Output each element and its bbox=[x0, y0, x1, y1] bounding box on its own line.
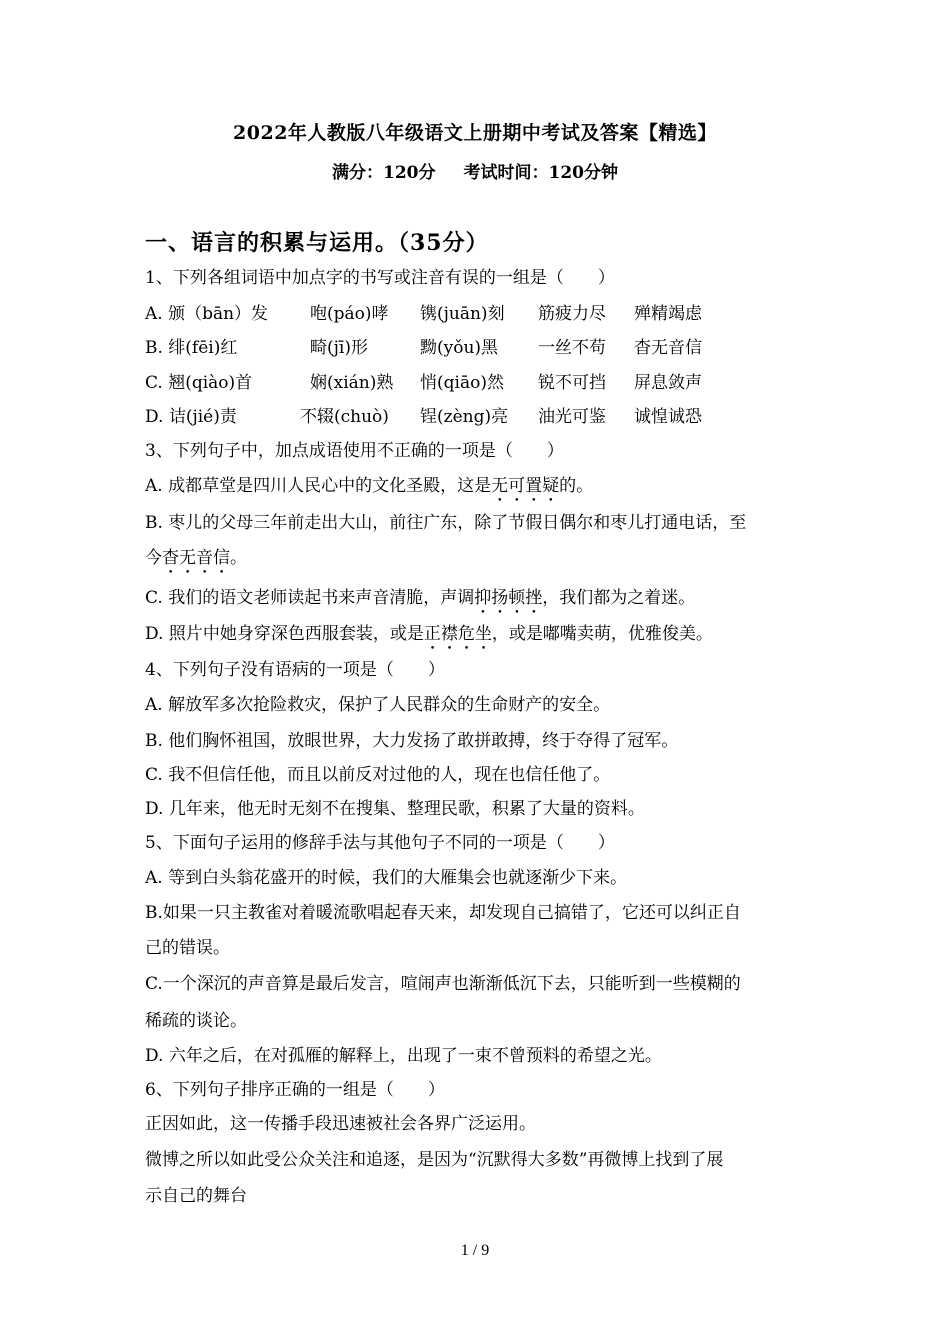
option-word: 屏息敛声 bbox=[634, 373, 702, 393]
text-run: A. 成都草堂是四川人民心中的文化圣殿，这是 bbox=[145, 476, 492, 496]
dotted-idiom: 杳无音信 bbox=[162, 548, 230, 568]
question-4-option-b: B. 他们胸怀祖国，放眼世界，大力发扬了敢拼敢搏，终于夺得了冠军。 bbox=[145, 731, 679, 751]
full-score: 满分：120分 bbox=[332, 163, 436, 183]
text-run: 。 bbox=[230, 548, 247, 568]
question-6-sentence-1: 正因如此，这一传播手段迅速被社会各界广泛运用。 bbox=[145, 1114, 536, 1134]
dotted-idiom: 抑扬顿挫 bbox=[474, 588, 543, 608]
question-3-option-b-line-2 bbox=[145, 546, 815, 578]
option-word: B. 绯(fēi)红 bbox=[145, 338, 238, 358]
option-word: 一丝不苟 bbox=[538, 338, 606, 358]
option-word: 畸(jī)形 bbox=[310, 338, 368, 358]
option-word: 不辍(chuò) bbox=[300, 407, 389, 427]
page-number: 1 / 9 bbox=[460, 1242, 490, 1259]
exam-time: 考试时间：120分钟 bbox=[463, 163, 618, 183]
option-word: 黝(yǒu)黑 bbox=[420, 338, 499, 358]
option-word: 筋疲力尽 bbox=[538, 304, 606, 324]
question-3-stem: 3、下列句子中，加点成语使用不正确的一项是（ ） bbox=[145, 441, 564, 461]
question-3-option-c bbox=[145, 586, 815, 618]
text-run: C. 我们的语文老师读起书来声音清脆，声调 bbox=[145, 588, 475, 608]
option-word: 锃(zèng)亮 bbox=[420, 407, 509, 427]
option-word: 杳无音信 bbox=[634, 338, 702, 358]
question-5-option-a: A. 等到白头翁花盛开的时候，我们的大雁集会也就逐渐少下来。 bbox=[145, 868, 628, 888]
option-word: 锐不可挡 bbox=[538, 373, 606, 393]
text-run: D. 照片中她身穿深色西服套装，或是 bbox=[145, 624, 424, 644]
option-word: 咆(páo)哮 bbox=[310, 304, 389, 324]
option-word: A. 颁（bān）发 bbox=[145, 304, 269, 324]
question-6-sentence-2-line-2: 示自己的舞台 bbox=[145, 1186, 247, 1206]
question-5-option-c-line-2: 稀疏的谈论。 bbox=[145, 1011, 247, 1031]
option-word: C. 翘(qiào)首 bbox=[145, 373, 253, 393]
question-5-stem: 5、下面句子运用的修辞手法与其他句子不同的一项是（ ） bbox=[145, 833, 615, 853]
question-5-option-d: D. 六年之后，在对孤雁的解释上，出现了一束不曾预料的希望之光。 bbox=[145, 1046, 662, 1066]
question-3-option-d bbox=[145, 622, 815, 654]
question-1-stem: 1、下列各组词语中加点字的书写或注音有误的一组是（ ） bbox=[145, 268, 615, 288]
text-run: 今 bbox=[145, 548, 162, 568]
section-heading: 一、语言的积累与运用。（35分） bbox=[145, 230, 489, 256]
question-3-option-b-line-1: B. 枣儿的父母三年前走出大山，前往广东，除了节假日偶尔和枣儿打通电话，至 bbox=[145, 513, 747, 533]
question-1-option-a bbox=[145, 302, 702, 326]
option-word: 镌(juān)刻 bbox=[420, 304, 505, 324]
option-word: D. 诘(jié)责 bbox=[145, 407, 237, 427]
question-1-option-c bbox=[145, 371, 702, 395]
question-3-option-a bbox=[145, 474, 815, 506]
dotted-idiom: 无可置疑 bbox=[491, 476, 560, 496]
text-run: ，或是嘟嘴卖萌，优雅俊美。 bbox=[491, 624, 713, 644]
question-5-option-c-line-1: C.一个深沉的声音算是最后发言，喧闹声也渐渐低沉下去，只能听到一些模糊的 bbox=[145, 974, 741, 994]
question-5-option-b-line-2: 己的错误。 bbox=[145, 938, 230, 958]
page-title: 2022年人教版八年级语文上册期中考试及答案【精选】 bbox=[233, 122, 717, 144]
option-word: 悄(qiāo)然 bbox=[420, 373, 504, 393]
option-word: 娴(xián)熟 bbox=[310, 373, 394, 393]
dotted-idiom: 正襟危坐 bbox=[423, 624, 492, 644]
question-4-option-c: C. 我不但信任他，而且以前反对过他的人，现在也信任他了。 bbox=[145, 765, 611, 785]
option-word: 殚精竭虑 bbox=[634, 304, 702, 324]
option-word: 油光可鉴 bbox=[538, 407, 606, 427]
text-run: 的。 bbox=[559, 476, 594, 496]
question-4-stem: 4、下列句子没有语病的一项是（ ） bbox=[145, 660, 445, 680]
text-run: ，我们都为之着迷。 bbox=[542, 588, 696, 608]
question-1-option-b bbox=[145, 336, 702, 360]
option-word: 诚惶诚恐 bbox=[634, 407, 702, 427]
exam-info bbox=[0, 158, 950, 183]
question-6-stem: 6、下列句子排序正确的一组是（ ） bbox=[145, 1080, 445, 1100]
question-4-option-d: D. 几年来，他无时无刻不在搜集、整理民歌，积累了大量的资料。 bbox=[145, 799, 645, 819]
question-1-option-d bbox=[145, 405, 702, 429]
question-5-option-b-line-1: B.如果一只主教雀对着暖流歌唱起春天来，却发现自己搞错了，它还可以纠正自 bbox=[145, 903, 741, 923]
question-4-option-a: A. 解放军多次抢险救灾，保护了人民群众的生命财产的安全。 bbox=[145, 695, 611, 715]
question-6-sentence-2-line-1: 微博之所以如此受公众关注和追逐，是因为“沉默得大多数”再微博上找到了展 bbox=[145, 1150, 724, 1170]
